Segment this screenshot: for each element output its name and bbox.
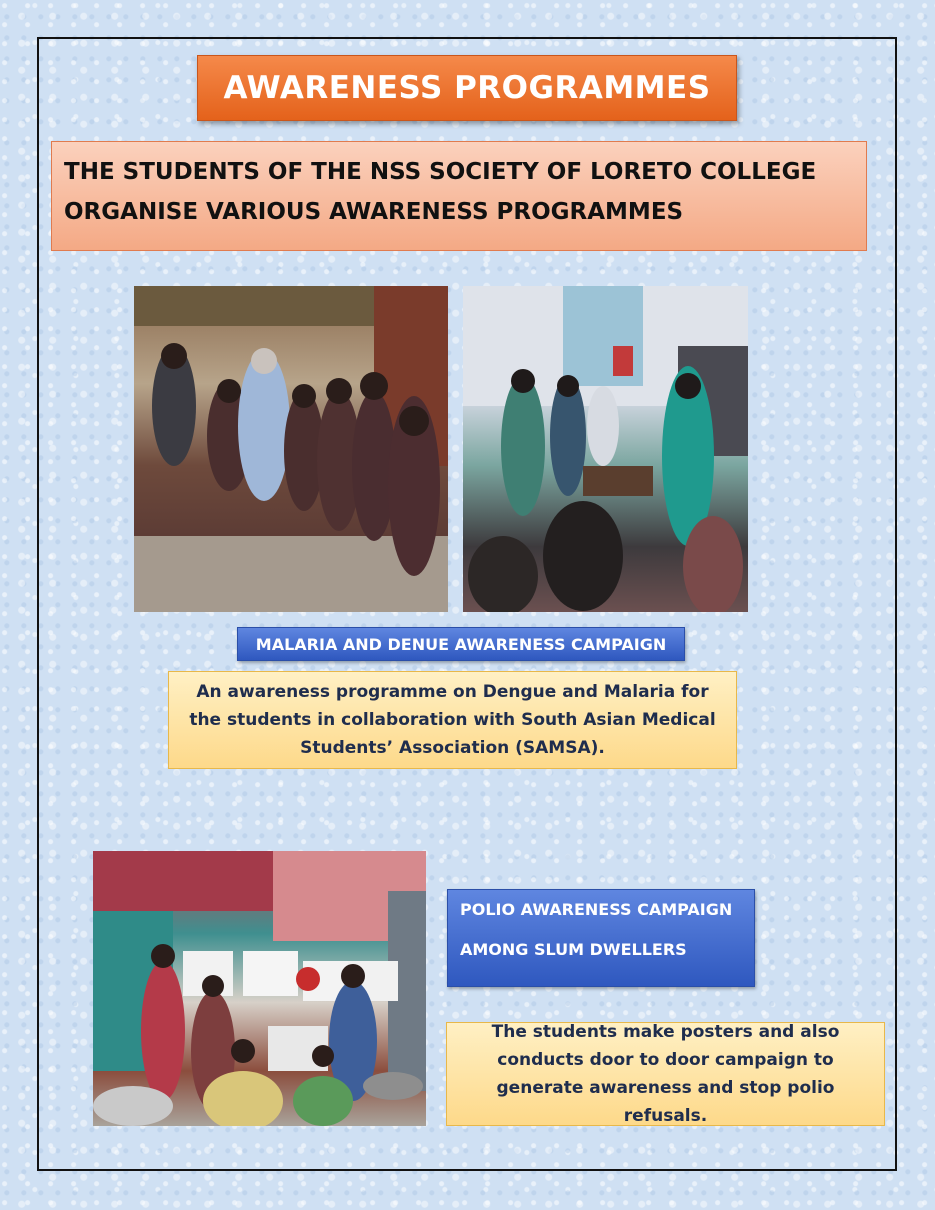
malaria-campaign-label: MALARIA AND DENUE AWARENESS CAMPAIGN	[237, 627, 685, 661]
subtitle-line-2: ORGANISE VARIOUS AWARENESS PROGRAMMES	[64, 199, 684, 225]
polio-description: The students make posters and also conducts door to door campaign to generate awareness and stop polio refusals.	[446, 1022, 885, 1126]
photo-classroom-session	[463, 286, 748, 612]
subtitle-line-1: THE STUDENTS OF THE NSS SOCIETY OF LORETO COLLEGE	[64, 159, 817, 185]
photo-polio-campaign	[93, 851, 426, 1126]
polio-campaign-label	[447, 889, 755, 987]
polio-label-line-1: POLIO AWARENESS CAMPAIGN	[460, 900, 733, 919]
page-subtitle	[51, 141, 867, 251]
page-title: AWARENESS PROGRAMMES	[197, 55, 737, 121]
polio-label-line-2: AMONG SLUM DWELLERS	[460, 940, 687, 959]
malaria-description: An awareness programme on Dengue and Malaria for the students in collaboration with South Asian Medical Students’ Association (SAMSA).	[168, 671, 737, 769]
photo-schoolgirls-group	[134, 286, 448, 612]
